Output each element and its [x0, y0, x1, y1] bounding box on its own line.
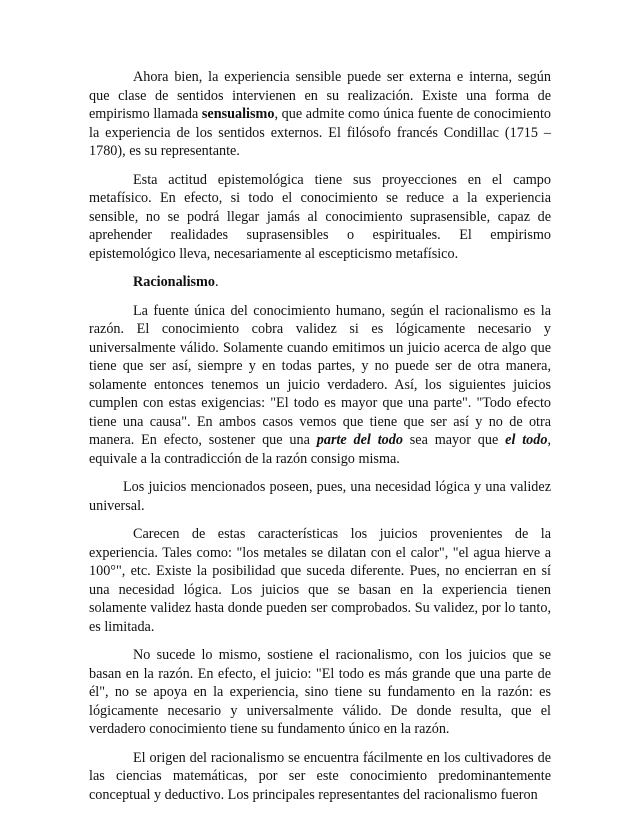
paragraph-origen: El origen del racionalismo se encuentra fácilmente en los cultivadores de las ciencias matemáticas, por ser este conocimiento predominantemente conceptual y deductivo. Los principales representantes del racionalismo fueron	[89, 749, 551, 803]
paragraph-text: La fuente única del conocimiento humano, según el racionalismo es la razón. El conocimiento cobra validez si es lógicamente necesario y universalmente válido. Solamente cuando emitimos un juicio acerca de algo que tiene que ser así, siempre y en todas partes, y no puede ser de otra manera, solamente entonces tenemos un juicio verdadero. Así, los siguientes juicios cumplen con estas exigencias: "El todo es mayor que una parte". "Todo efecto tiene una causa". En ambos casos vemos que tiene que ser así y no de otra manera. En efecto, sostener que una	[89, 302, 551, 448]
emphasis-parte-del-todo: parte del todo	[316, 432, 403, 448]
paragraph-text: , que admite como única fuente de conocimiento la experiencia de los sentidos externos. El filósofo francés Condillac (1715 – 1780), es su representante.	[89, 106, 551, 159]
heading-period: .	[214, 274, 219, 290]
bold-term-sensualismo: sensualismo	[201, 106, 275, 122]
paragraph-juicios: Los juicios mencionados poseen, pues, una necesidad lógica y una validez universal.	[89, 479, 551, 514]
paragraph-racionalismo	[89, 302, 551, 469]
document-page	[89, 68, 551, 814]
paragraph-experiencia: Carecen de estas características los juicios provenientes de la experiencia. Tales como: "los metales se dilatan con el calor", "el agua hierve a 100°", etc. Existe la posibilidad que suceda diferente. Pues, no encierran en sí una necesidad lógica. Los juicios que se basan en la experiencia tienen solamente validez hasta donde pueden ser comprobados. Su validez, por lo tanto, es limitada.	[89, 526, 551, 635]
paragraph-sensualismo	[89, 68, 551, 161]
paragraph-text: Ahora bien, la experiencia sensible puede ser externa e interna, según que clase de sentidos intervienen en su realización. Existe una forma de empirismo llamada	[89, 69, 551, 122]
paragraph-text: sea mayor que	[402, 432, 506, 448]
paragraph-razon: No sucede lo mismo, sostiene el racionalismo, con los juicios que se basan en la razón. En efecto, el juicio: "El todo es más grande que una parte de él", no se apoya en la experiencia, sino tiene su fundamento en la razón: es lógicamente necesario y universalmente válido. De donde resulta, que el verdadero conocimiento tiene su fundamento único en la razón.	[89, 647, 551, 737]
emphasis-el-todo: el todo	[505, 432, 548, 448]
heading-title: Racionalismo	[133, 274, 215, 290]
paragraph-text: , equivale a la contradicción de la razón consigo misma.	[89, 432, 551, 467]
paragraph-metafisica: Esta actitud epistemológica tiene sus proyecciones en el campo metafísico. En efecto, si todo el conocimiento se reduce a la experiencia sensible, no se podrá llegar jamás al conocimiento suprasensible, capaz de aprehender realidades suprasensibles o espirituales. El empirismo epistemológico lleva, necesariamente al escepticismo metafísico.	[89, 171, 551, 262]
section-heading	[89, 273, 551, 292]
